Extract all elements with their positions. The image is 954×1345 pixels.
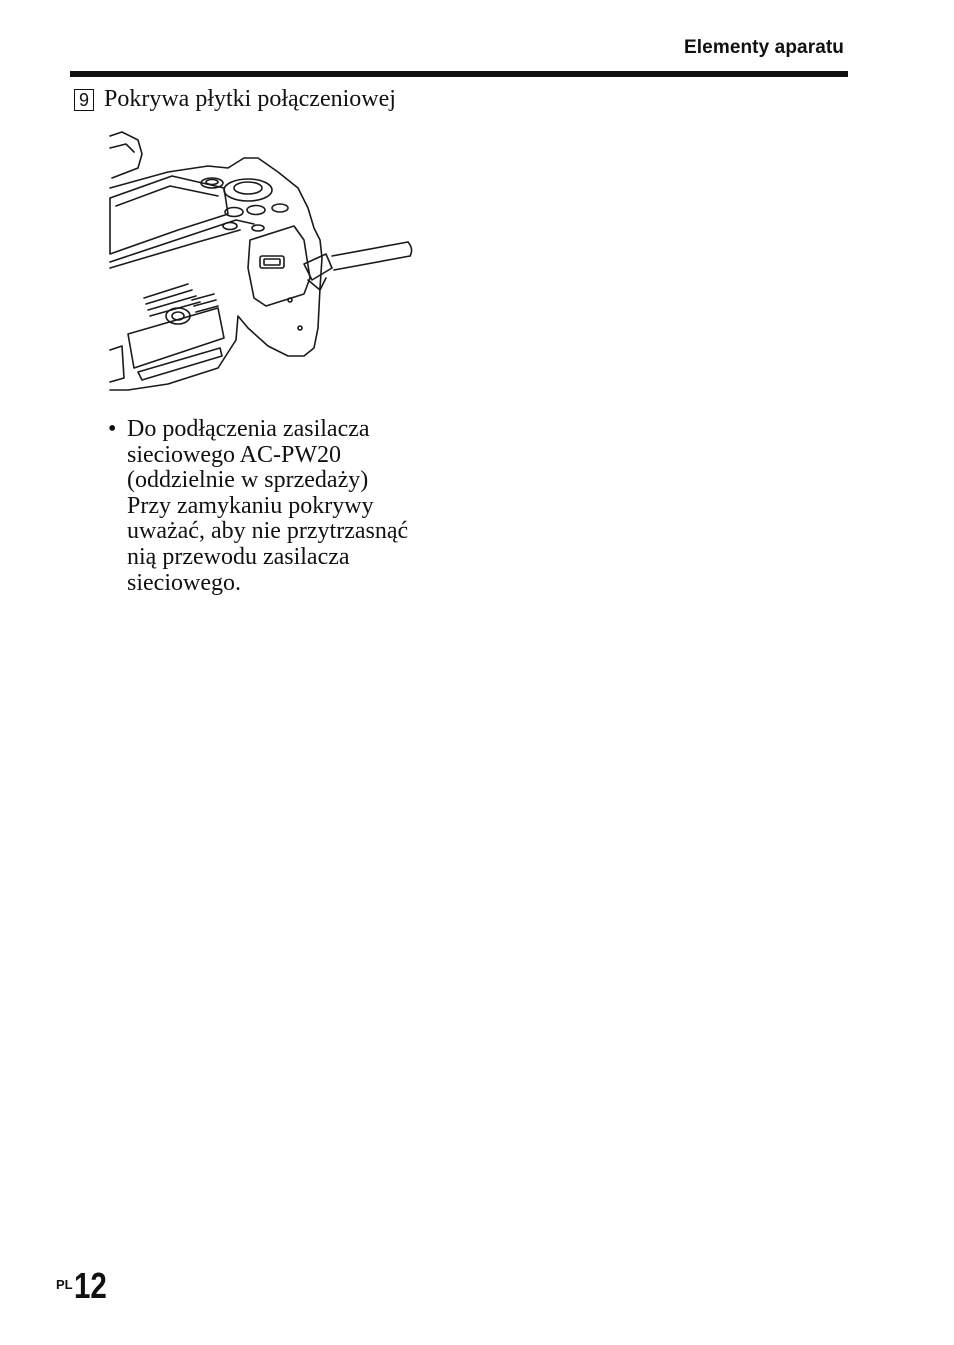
camera-connection-cover-illustration xyxy=(108,128,414,392)
item-title: Pokrywa płytki połączeniowej xyxy=(104,86,396,112)
language-code: PL xyxy=(56,1277,73,1292)
item-heading xyxy=(74,86,396,113)
note-item xyxy=(108,417,448,596)
note-list xyxy=(108,417,448,596)
bullet-icon: • xyxy=(108,416,117,442)
page-number: 12 xyxy=(73,1265,107,1306)
section-title: Elementy aparatu xyxy=(684,37,844,58)
item-number-badge: 9 xyxy=(74,89,94,111)
note-text: Do podłączenia zasilacza sieciowego AC-PW20 (oddzielnie w sprzedaży) Przy zamykaniu pokrywy uważać, aby nie przytrzasnąć nią przewodu zasilacza sieciowego. xyxy=(127,416,409,596)
header-rule xyxy=(70,71,848,77)
page-footer xyxy=(56,1265,114,1306)
